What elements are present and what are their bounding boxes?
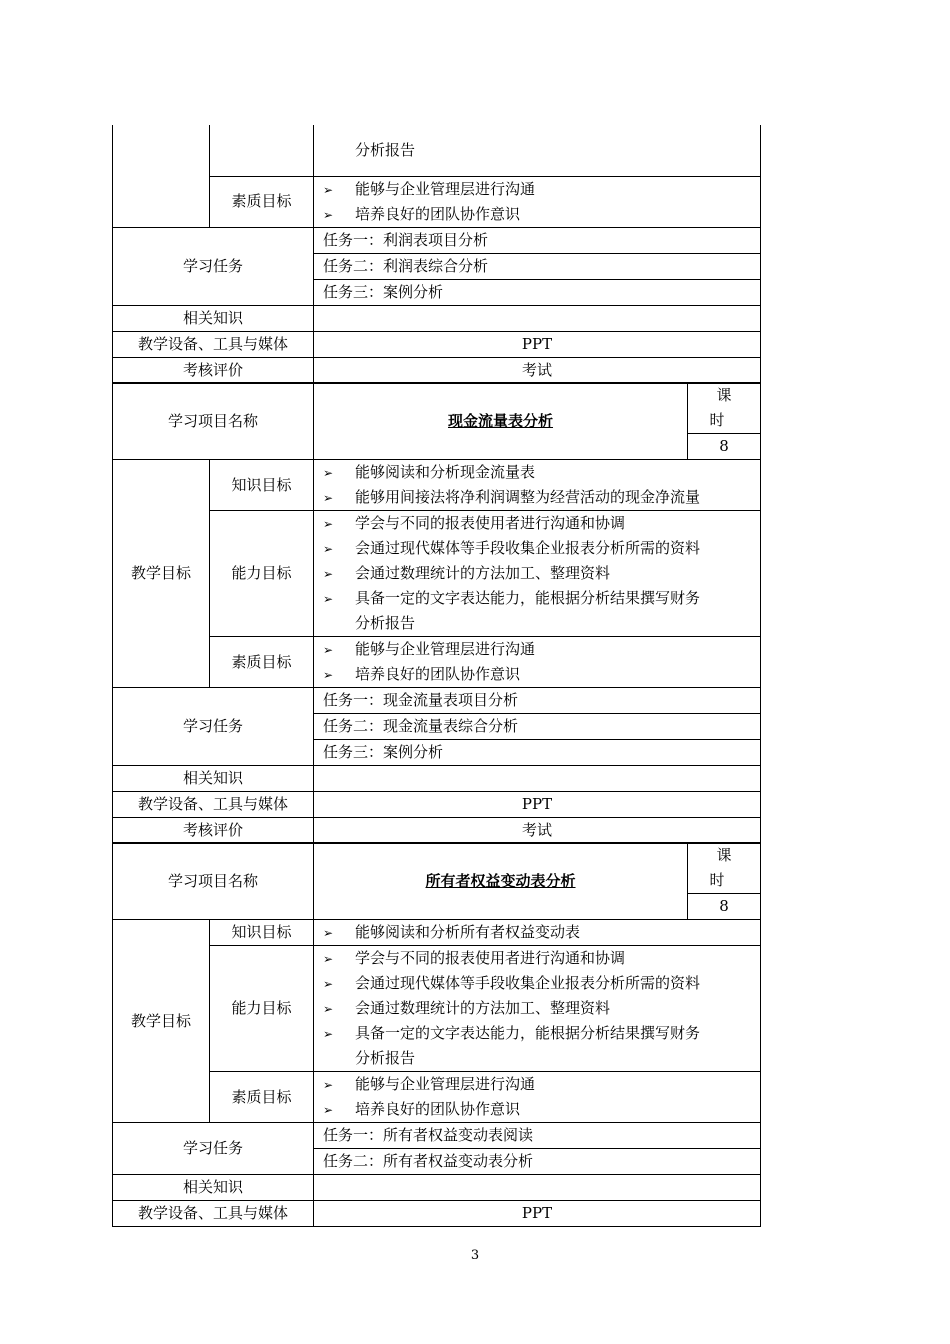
- list-item: ➢ 能够与企业管理层进行沟通: [323, 637, 751, 662]
- hours-label: 课 时: [688, 843, 761, 894]
- list-item: 分析报告: [355, 140, 416, 159]
- equipment-value: PPT: [314, 1201, 761, 1227]
- task-item: 任务二：所有者权益变动表分析: [314, 1149, 761, 1175]
- list-item: ➢ 能够阅读和分析现金流量表: [323, 460, 751, 485]
- list-item: ➢ 培养良好的团队协作意识: [323, 202, 751, 227]
- knowledge-goals-label: 知识目标: [210, 920, 314, 946]
- project-title: 现金流量表分析: [314, 383, 688, 460]
- equipment-value: PPT: [314, 331, 761, 357]
- list-item: ➢ 会通过数理统计的方法加工、整理资料: [323, 561, 751, 586]
- quality-goals-label: 素质目标: [210, 1072, 314, 1123]
- list-item: ➢ 具备一定的文字表达能力，能根据分析结果撰写财务: [323, 1021, 751, 1046]
- hours-value: 8: [688, 434, 761, 460]
- list-item: ➢ 能够与企业管理层进行沟通: [323, 1072, 751, 1097]
- arrow-bullet-icon: ➢: [323, 542, 334, 556]
- equipment-label: 教学设备、工具与媒体: [113, 792, 314, 818]
- ability-goals-label: 能力目标: [210, 511, 314, 637]
- teaching-goals-cell: [113, 125, 210, 227]
- task-item: 任务三：案例分析: [314, 740, 761, 766]
- list-item: ➢ 培养良好的团队协作意识: [323, 662, 751, 687]
- task-item: 任务一：所有者权益变动表阅读: [314, 1123, 761, 1149]
- knowledge-goals-content: [314, 460, 761, 511]
- related-knowledge-value: [314, 766, 761, 792]
- list-item-continuation: 分析报告: [355, 1049, 416, 1067]
- arrow-bullet-icon: ➢: [323, 466, 334, 480]
- arrow-bullet-icon: ➢: [323, 926, 334, 940]
- quality-goals-label: 素质目标: [210, 176, 314, 227]
- assessment-label: 考核评价: [113, 357, 314, 383]
- related-knowledge-label: 相关知识: [113, 1175, 314, 1201]
- page-number: 3: [470, 1248, 480, 1263]
- arrow-bullet-icon: ➢: [323, 1078, 334, 1092]
- hours-value: 8: [688, 894, 761, 920]
- hours-label: 课 时: [688, 383, 761, 434]
- list-item: ➢ 能够阅读和分析所有者权益变动表: [323, 920, 751, 945]
- task-item: 任务二：现金流量表综合分析: [314, 714, 761, 740]
- arrow-bullet-icon: ➢: [323, 977, 334, 991]
- ability-goals-content: [314, 946, 761, 1072]
- related-knowledge-value: [314, 1175, 761, 1201]
- arrow-bullet-icon: ➢: [323, 643, 334, 657]
- task-item: 任务二：利润表综合分析: [314, 253, 761, 279]
- task-item: 任务三：案例分析: [314, 279, 761, 305]
- list-item: ➢ 学会与不同的报表使用者进行沟通和协调: [323, 511, 751, 536]
- assessment-value: 考试: [314, 818, 761, 844]
- quality-goals-content: [314, 1072, 761, 1123]
- arrow-bullet-icon: ➢: [323, 1002, 334, 1016]
- ability-goals-label: 能力目标: [210, 946, 314, 1072]
- quality-goals-content: [314, 637, 761, 688]
- list-item: ➢ 能够用间接法将净利润调整为经营活动的现金净流量: [323, 485, 751, 510]
- tasks-label: 学习任务: [113, 227, 314, 305]
- arrow-bullet-icon: ➢: [323, 491, 334, 505]
- list-item: ➢ 会通过现代媒体等手段收集企业报表分析所需的资料: [323, 971, 751, 996]
- arrow-bullet-icon: ➢: [323, 592, 334, 606]
- ability-goals-cell: [210, 125, 314, 176]
- tasks-label: 学习任务: [113, 688, 314, 766]
- equipment-label: 教学设备、工具与媒体: [113, 331, 314, 357]
- ability-goals-content: [314, 511, 761, 637]
- project-name-label: 学习项目名称: [113, 843, 314, 920]
- arrow-bullet-icon: ➢: [323, 517, 334, 531]
- list-item: ➢ 培养良好的团队协作意识: [323, 1097, 751, 1122]
- ability-goals-content: [314, 125, 761, 176]
- arrow-bullet-icon: ➢: [323, 182, 334, 197]
- tasks-label: 学习任务: [113, 1123, 314, 1175]
- arrow-bullet-icon: ➢: [323, 668, 334, 682]
- arrow-bullet-icon: ➢: [323, 1027, 334, 1041]
- related-knowledge-label: 相关知识: [113, 305, 314, 331]
- teaching-goals-label: 教学目标: [113, 920, 210, 1123]
- related-knowledge-label: 相关知识: [113, 766, 314, 792]
- quality-goals-content: [314, 176, 761, 227]
- project-name-label: 学习项目名称: [113, 383, 314, 460]
- teaching-goals-label: 教学目标: [113, 460, 210, 688]
- equipment-label: 教学设备、工具与媒体: [113, 1201, 314, 1227]
- list-item-continuation: 分析报告: [355, 614, 416, 632]
- list-item: ➢ 能够与企业管理层进行沟通: [323, 177, 751, 202]
- table-cash-flow-statement: [112, 382, 761, 844]
- list-item: ➢ 具备一定的文字表达能力，能根据分析结果撰写财务: [323, 586, 751, 611]
- arrow-bullet-icon: ➢: [323, 952, 334, 966]
- table-owners-equity-statement: [112, 842, 761, 1227]
- task-item: 任务一：现金流量表项目分析: [314, 688, 761, 714]
- knowledge-goals-content: [314, 920, 761, 946]
- project-title: 所有者权益变动表分析: [314, 843, 688, 920]
- list-item: ➢ 会通过现代媒体等手段收集企业报表分析所需的资料: [323, 536, 751, 561]
- table-profit-statement-continued: [112, 125, 761, 384]
- list-item: ➢ 学会与不同的报表使用者进行沟通和协调: [323, 946, 751, 971]
- arrow-bullet-icon: ➢: [323, 567, 334, 581]
- task-item: 任务一：利润表项目分析: [314, 227, 761, 253]
- arrow-bullet-icon: ➢: [323, 1103, 334, 1117]
- knowledge-goals-label: 知识目标: [210, 460, 314, 511]
- related-knowledge-value: [314, 305, 761, 331]
- arrow-bullet-icon: ➢: [323, 207, 334, 222]
- quality-goals-label: 素质目标: [210, 637, 314, 688]
- list-item: ➢ 会通过数理统计的方法加工、整理资料: [323, 996, 751, 1021]
- assessment-label: 考核评价: [113, 818, 314, 844]
- assessment-value: 考试: [314, 357, 761, 383]
- equipment-value: PPT: [314, 792, 761, 818]
